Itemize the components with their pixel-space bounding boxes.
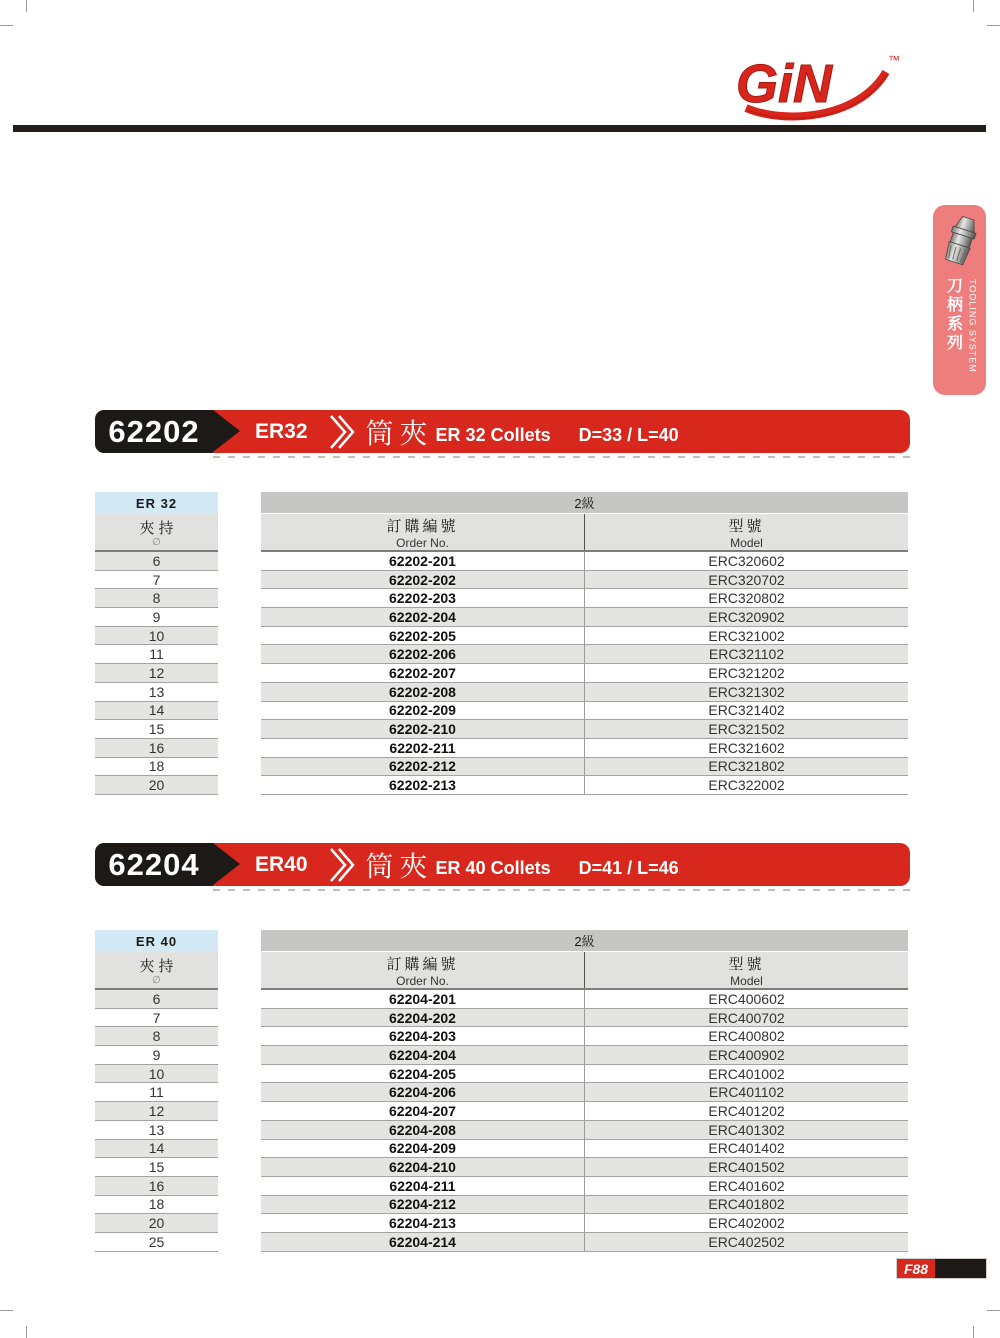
diameter-cell: 6	[95, 552, 218, 571]
crop-mark	[987, 25, 1000, 26]
order-header-zh: 訂購編號	[386, 517, 459, 535]
model-cell: ERC401802	[708, 1196, 785, 1213]
order-cell: 62202-208	[261, 683, 585, 701]
diameter-cell: 18	[95, 1196, 218, 1215]
table-row	[261, 1121, 908, 1140]
order-cell: 62202-211	[261, 739, 585, 757]
model-cell: ERC320602	[708, 552, 785, 569]
table-row	[261, 1196, 908, 1215]
section-title-en: ER 32 Collets	[435, 425, 551, 445]
diameter-cell: 11	[95, 645, 218, 664]
logo-trademark: ™	[888, 53, 900, 67]
model-header-en: Model	[730, 973, 763, 988]
order-cell: 62202-212	[261, 758, 585, 776]
table-row	[261, 702, 908, 721]
table-row	[261, 1177, 908, 1196]
column-headers	[261, 952, 908, 990]
model-cell: ERC320702	[708, 571, 785, 588]
diameter-cell: 8	[95, 1027, 218, 1046]
section-dims: D=33 / L=40	[578, 425, 679, 445]
table-row	[261, 1065, 908, 1084]
order-cell: 62202-203	[261, 589, 585, 607]
model-cell: ERC401202	[708, 1102, 785, 1119]
diameter-cell: 10	[95, 1065, 218, 1084]
section-code: 62202	[108, 413, 200, 449]
order-col-header	[261, 952, 585, 988]
diameter-cell: 9	[95, 608, 218, 627]
diameter-cell: 15	[95, 720, 218, 739]
model-cell: ERC321002	[708, 627, 785, 644]
model-cell: ERC321602	[708, 739, 785, 756]
table-row	[261, 627, 908, 646]
crop-mark	[0, 25, 13, 26]
logo-text: GiN	[736, 54, 833, 114]
model-cell: ERC320902	[708, 608, 785, 625]
spec-table-er32	[261, 492, 908, 795]
order-cell: 62202-207	[261, 664, 585, 682]
table-row	[261, 1233, 908, 1252]
model-cell: ERC400602	[708, 990, 785, 1007]
model-cell: ERC321202	[708, 664, 785, 681]
diameter-cell: 13	[95, 1121, 218, 1140]
diameter-cell: 10	[95, 627, 218, 646]
table-row	[261, 720, 908, 739]
model-cell: ERC321402	[708, 702, 785, 719]
order-cell: 62202-210	[261, 720, 585, 738]
diameter-cell: 20	[95, 1214, 218, 1233]
diameter-cell: 7	[95, 1009, 218, 1028]
table-row	[261, 739, 908, 758]
header-divider-rule	[13, 125, 986, 132]
diameter-cell: 25	[95, 1233, 218, 1252]
tab-title-en: TOOLING SYSTEM	[967, 279, 978, 373]
table-row	[261, 645, 908, 664]
section-size-label: ER40	[255, 852, 308, 876]
clamp-header	[95, 952, 218, 990]
order-cell: 62202-202	[261, 571, 585, 589]
model-cell: ERC321502	[708, 721, 785, 738]
table-row	[261, 1140, 908, 1159]
banner-dash-line	[213, 456, 910, 458]
diameter-cell: 14	[95, 1140, 218, 1159]
order-col-header	[261, 514, 585, 550]
diameter-column-er32	[95, 492, 218, 795]
chevron-icon	[328, 847, 356, 883]
order-cell: 62202-213	[261, 776, 585, 794]
chevron-icon	[328, 414, 356, 450]
model-cell: ERC400702	[708, 1009, 785, 1026]
order-cell: 62204-212	[261, 1196, 585, 1214]
model-cell: ERC321102	[708, 646, 785, 663]
order-cell: 62202-205	[261, 627, 585, 645]
model-cell: ERC321802	[708, 758, 785, 775]
diameter-cell: 16	[95, 739, 218, 758]
model-cell: ERC402002	[708, 1215, 785, 1232]
size-header: ER 40	[95, 930, 218, 952]
diameter-cell: 13	[95, 683, 218, 702]
table-row	[261, 1027, 908, 1046]
crop-mark	[0, 1310, 13, 1311]
order-cell: 62204-210	[261, 1158, 585, 1176]
diameter-cell: 12	[95, 1102, 218, 1121]
grade-header: 2級	[261, 492, 908, 514]
section-dims: D=41 / L=46	[578, 858, 679, 878]
order-cell: 62204-214	[261, 1233, 585, 1251]
crop-mark	[973, 0, 974, 12]
crop-mark	[973, 1326, 974, 1338]
clamp-label: 夾持	[139, 958, 178, 975]
diameter-cell: 6	[95, 990, 218, 1009]
order-header-en: Order No.	[396, 973, 449, 988]
diameter-cell: 14	[95, 702, 218, 721]
order-cell: 62204-205	[261, 1065, 585, 1083]
diameter-symbol: ∅	[152, 975, 161, 986]
diameter-rows	[95, 552, 218, 795]
order-cell: 62204-204	[261, 1046, 585, 1064]
banner-dash-line	[213, 889, 910, 891]
section-title-en: ER 40 Collets	[435, 858, 551, 878]
diameter-cell: 16	[95, 1177, 218, 1196]
table-row	[261, 1083, 908, 1102]
table-row	[261, 1009, 908, 1028]
model-header-zh: 型號	[728, 517, 765, 535]
section-size-label: ER32	[255, 419, 308, 443]
model-col-header	[585, 514, 908, 550]
diameter-cell: 8	[95, 589, 218, 608]
order-cell: 62204-211	[261, 1177, 585, 1195]
table-row	[261, 758, 908, 777]
order-cell: 62204-202	[261, 1009, 585, 1027]
order-cell: 62204-207	[261, 1102, 585, 1120]
diameter-symbol: ∅	[152, 537, 161, 548]
table-row	[261, 776, 908, 795]
spec-table-er40	[261, 930, 908, 1252]
table-rows	[261, 990, 908, 1252]
model-cell: ERC401102	[708, 1084, 785, 1101]
order-cell: 62202-201	[261, 552, 585, 570]
order-header-en: Order No.	[396, 535, 449, 550]
order-cell: 62204-208	[261, 1121, 585, 1139]
column-headers	[261, 514, 908, 552]
diameter-cell: 15	[95, 1158, 218, 1177]
page-number: F88	[897, 1259, 935, 1278]
model-cell: ERC400902	[708, 1046, 785, 1063]
diameter-cell: 18	[95, 758, 218, 777]
crop-mark	[987, 1310, 1000, 1311]
brand-logo	[728, 46, 923, 128]
model-cell: ERC401302	[708, 1121, 785, 1138]
model-col-header	[585, 952, 908, 988]
table-row	[261, 1214, 908, 1233]
table-row	[261, 683, 908, 702]
table-row	[261, 664, 908, 683]
order-cell: 62204-213	[261, 1214, 585, 1232]
diameter-cell: 7	[95, 571, 218, 590]
model-header-zh: 型號	[728, 955, 765, 973]
order-cell: 62202-209	[261, 702, 585, 720]
order-cell: 62202-206	[261, 645, 585, 663]
diameter-cell: 20	[95, 776, 218, 795]
model-cell: ERC401402	[708, 1140, 785, 1157]
page-number-bar	[935, 1259, 986, 1278]
clamp-label: 夾持	[139, 520, 178, 537]
table-row	[261, 571, 908, 590]
table-row	[261, 608, 908, 627]
tab-title-zh: 刀柄系列	[944, 277, 962, 353]
table-row	[261, 1046, 908, 1065]
table-row	[261, 589, 908, 608]
crop-mark	[26, 0, 27, 12]
model-header-en: Model	[730, 535, 763, 550]
order-cell: 62204-201	[261, 990, 585, 1008]
diameter-cell: 11	[95, 1083, 218, 1102]
model-cell: ERC320802	[708, 590, 785, 607]
model-cell: ERC401002	[708, 1065, 785, 1082]
table-row	[261, 1102, 908, 1121]
section-banner-62204	[95, 843, 910, 886]
model-cell: ERC401502	[708, 1159, 785, 1176]
section-code: 62204	[108, 846, 200, 882]
diameter-cell: 12	[95, 664, 218, 683]
model-cell: ERC321302	[708, 683, 785, 700]
diameter-rows	[95, 990, 218, 1252]
crop-mark	[26, 1326, 27, 1338]
page-number-badge	[896, 1258, 987, 1279]
table-row	[261, 552, 908, 571]
size-header: ER 32	[95, 492, 218, 514]
model-cell: ERC401602	[708, 1177, 785, 1194]
tool-holder-icon	[940, 215, 980, 273]
clamp-header	[95, 514, 218, 552]
section-title-zh: 筒夾	[365, 417, 434, 449]
order-cell: 62204-209	[261, 1140, 585, 1158]
table-row	[261, 990, 908, 1009]
tooling-system-tab	[933, 205, 986, 395]
model-cell: ERC402502	[708, 1233, 785, 1250]
diameter-column-er40	[95, 930, 218, 1252]
diameter-cell: 9	[95, 1046, 218, 1065]
table-rows	[261, 552, 908, 795]
model-cell: ERC322002	[708, 777, 785, 794]
section-banner-62202	[95, 410, 910, 453]
order-cell: 62204-203	[261, 1027, 585, 1045]
model-cell: ERC400802	[708, 1028, 785, 1045]
order-cell: 62202-204	[261, 608, 585, 626]
grade-header: 2級	[261, 930, 908, 952]
table-row	[261, 1158, 908, 1177]
order-cell: 62204-206	[261, 1083, 585, 1101]
order-header-zh: 訂購編號	[386, 955, 459, 973]
section-title-zh: 筒夾	[365, 850, 434, 882]
